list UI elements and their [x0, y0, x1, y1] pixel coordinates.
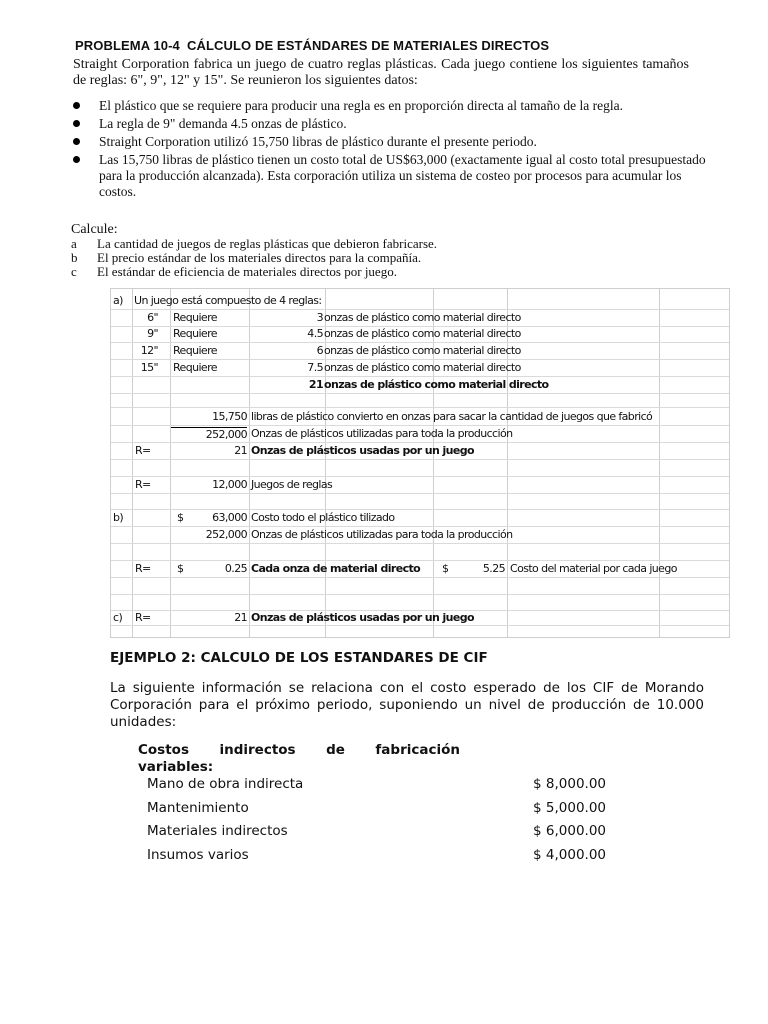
cell-ruler-oz: 3 [316, 311, 323, 324]
cell-a-title: Un juego está compuesto de 4 reglas: [134, 294, 322, 307]
grid-line [111, 459, 729, 460]
grid-line [111, 476, 729, 477]
cell-ruler-size: 15" [140, 361, 158, 374]
grid-line [111, 493, 729, 494]
cell-ruler-size: 6" [147, 311, 158, 324]
cost-row: Insumos varios $ 4,000.00 [147, 847, 606, 863]
cell-r3-value: 0.25 [224, 562, 247, 575]
problem-number: PROBLEMA 10-4 [75, 38, 180, 53]
cell-ruler-desc: onzas de plástico como material directo [324, 344, 521, 357]
cell-oz-desc: Onzas de plásticos utilizadas para toda la producción [251, 427, 513, 440]
cell-r3b-desc: Costo del material por cada juego [510, 562, 677, 575]
cell-r3-desc: Cada onza de material directo [251, 562, 421, 575]
cell-ruler-desc: onzas de plástico como material directo [324, 311, 521, 324]
cell-total-oz: 21 [308, 378, 323, 391]
cell-r4-desc: Onzas de plásticos usadas por un juego [251, 611, 474, 624]
cell-r2-desc: Juegos de reglas [251, 478, 333, 491]
cell-ruler-size: 12" [140, 344, 158, 357]
grid-line [111, 509, 729, 510]
grid-line [111, 526, 729, 527]
bullet-dot-icon [73, 156, 80, 163]
cell-dollar: $ [177, 562, 184, 575]
cell-cost-value: 63,000 [212, 511, 247, 524]
cell-r-label: R= [135, 478, 151, 491]
cell-total-desc: onzas de plástico como material directo [324, 378, 549, 391]
cell-lbs-value: 15,750 [212, 410, 247, 423]
grid-line [111, 625, 729, 626]
cell-ruler-desc: onzas de plástico como material directo [324, 327, 521, 340]
cell-cost-desc: Costo todo el plástico tilizado [251, 511, 395, 524]
cell-ruler-req: Requiere [173, 311, 217, 324]
cell-oz2-value: 252,000 [205, 528, 247, 541]
problem-title [75, 38, 549, 53]
grid-line [111, 577, 729, 578]
grid-line [111, 560, 729, 561]
grid-line [111, 359, 729, 360]
cell-dollar: $ [177, 511, 184, 524]
grid-line [111, 393, 729, 394]
cell-dollar: $ [442, 562, 449, 575]
grid-line [111, 594, 729, 595]
grid-line [111, 376, 729, 377]
cell-ruler-req: Requiere [173, 327, 217, 340]
cell-a-label: a) [113, 294, 123, 307]
grid-line [111, 543, 729, 544]
grid-line [111, 309, 729, 310]
grid-line [111, 407, 729, 408]
grid-line [111, 342, 729, 343]
cell-b-label: b) [113, 511, 124, 524]
cell-ruler-oz: 4.5 [307, 327, 323, 340]
problem-title-text: CÁLCULO DE ESTÁNDARES DE MATERIALES DIRECTOS [187, 38, 550, 53]
cost-heading-cont: variables: [138, 759, 214, 775]
example-title: EJEMPLO 2: CALCULO DE LOS ESTANDARES DE CIF [110, 650, 488, 666]
cell-r-label: R= [135, 444, 151, 457]
cell-r3b-value: 5.25 [482, 562, 505, 575]
cell-oz-value: 252,000 [171, 427, 247, 442]
cell-ruler-size: 9" [147, 327, 158, 340]
spreadsheet [110, 288, 730, 638]
bullet-dot-icon [73, 102, 80, 109]
cell-r1-desc: Onzas de plásticos usadas por un juego [251, 444, 474, 457]
grid-line [111, 442, 729, 443]
cell-r-label: R= [135, 562, 151, 575]
calc-heading: Calcule: [71, 222, 118, 237]
cost-heading: Costos indirectos de fabricación [138, 742, 460, 758]
cell-oz2-desc: Onzas de plásticos utilizadas para toda la producción [251, 528, 513, 541]
cell-ruler-oz: 7.5 [307, 361, 323, 374]
cell-ruler-desc: onzas de plástico como material directo [324, 361, 521, 374]
example-text: La siguiente información se relaciona con el costo esperado de los CIF de Morando Corporación para el próximo periodo, suponiendo un nivel de producción de 10.000 unidades: [110, 680, 704, 730]
cell-c-label: c) [113, 611, 123, 624]
grid-line [111, 425, 729, 426]
cell-r1-value: 21 [234, 444, 247, 457]
cell-r2-value: 12,000 [212, 478, 247, 491]
cell-ruler-req: Requiere [173, 344, 217, 357]
cell-ruler-oz: 6 [316, 344, 323, 357]
cost-row: Materiales indirectos $ 6,000.00 [147, 823, 606, 839]
cost-row: Mano de obra indirecta $ 8,000.00 [147, 776, 606, 792]
cell-ruler-req: Requiere [173, 361, 217, 374]
cost-row: Mantenimiento $ 5,000.00 [147, 800, 606, 816]
problem-intro: Straight Corporation fabrica un juego de cuatro reglas plásticas. Cada juego contiene los siguientes tamaños de reglas: 6", 9", 12" y 15". Se reunieron los siguientes datos: [73, 57, 689, 88]
bullet-dot-icon [73, 138, 80, 145]
bullet-dot-icon [73, 120, 80, 127]
cell-r-label: R= [135, 611, 151, 624]
cell-r4-value: 21 [234, 611, 247, 624]
cell-lbs-desc: libras de plástico convierto en onzas para sacar la cantidad de juegos que fabricó [251, 410, 653, 423]
